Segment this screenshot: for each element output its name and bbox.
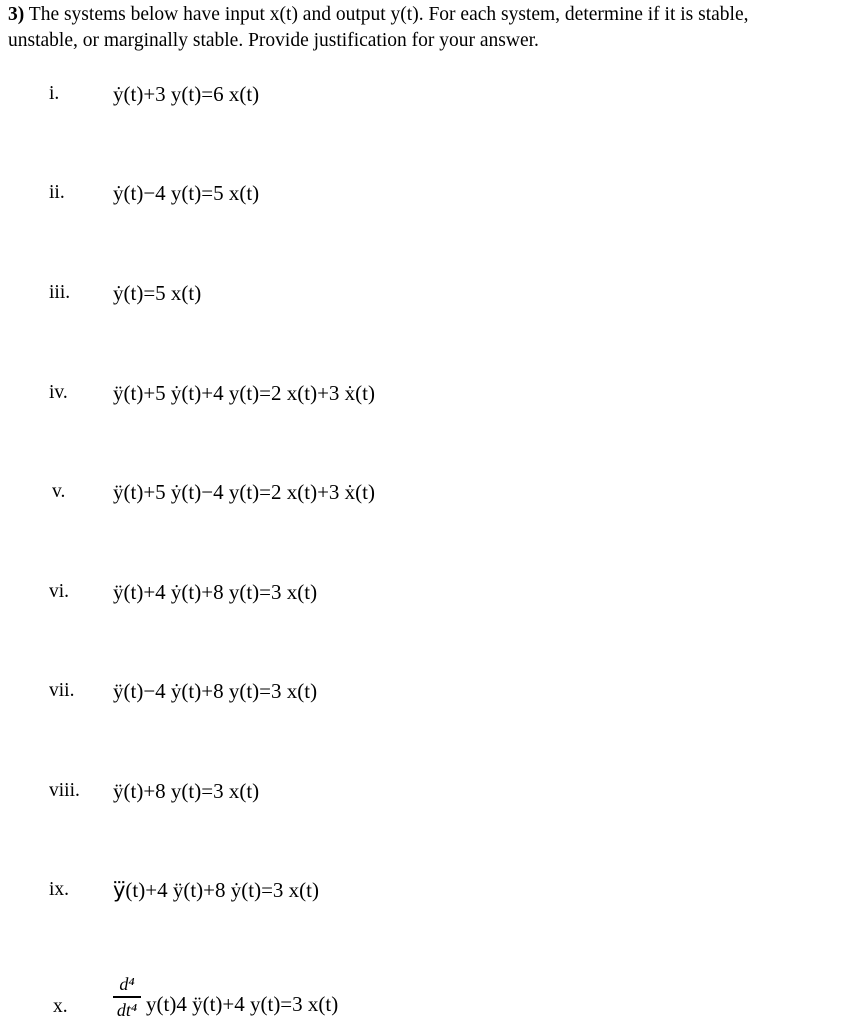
system-equation: ẏ(t)+3 y(t)=6 x(t) <box>113 82 260 106</box>
problem-text-line1: The systems below have input x(t) and output y(t). For each system, determine if it is stable, <box>28 4 749 25</box>
system-equation: y⃛(t)+4 ÿ(t)+8 ẏ(t)=3 x(t) <box>113 878 319 902</box>
system-equation: ÿ(t)+5 ẏ(t)−4 y(t)=2 x(t)+3 ẋ(t) <box>113 480 375 504</box>
fraction-bar <box>113 996 141 998</box>
system-label: ii. <box>49 182 65 203</box>
problem-text-line2: unstable, or marginally stable. Provide justification for your answer. <box>8 30 539 51</box>
system-equation: y(t)4 ÿ(t)+4 y(t)=3 x(t) <box>146 992 339 1016</box>
problem-number: 3) <box>8 4 25 25</box>
system-label: iv. <box>49 382 68 403</box>
system-equation: ẏ(t)=5 x(t) <box>113 281 202 305</box>
system-label: vii. <box>49 680 75 701</box>
system-item-ix <box>0 870 842 910</box>
system-item-v <box>0 472 842 512</box>
problem-statement <box>8 2 838 54</box>
system-label: x. <box>53 996 68 1017</box>
system-item-x <box>0 974 842 1030</box>
system-item-i <box>0 74 842 114</box>
system-item-viii <box>0 771 842 811</box>
system-equation: ÿ(t)+8 y(t)=3 x(t) <box>113 779 260 803</box>
system-equation: ÿ(t)+4 ẏ(t)+8 y(t)=3 x(t) <box>113 580 318 604</box>
system-item-ii <box>0 173 842 213</box>
system-label: i. <box>49 83 60 104</box>
system-equation: ẏ(t)−4 y(t)=5 x(t) <box>113 181 260 205</box>
system-item-iv <box>0 373 842 413</box>
system-item-iii <box>0 273 842 313</box>
system-item-vii <box>0 671 842 711</box>
system-label: iii. <box>49 282 71 303</box>
system-equation: ÿ(t)+5 ẏ(t)+4 y(t)=2 x(t)+3 ẋ(t) <box>113 381 375 405</box>
system-label: vi. <box>49 581 70 602</box>
system-item-vi <box>0 572 842 612</box>
system-label: ix. <box>49 879 70 900</box>
derivative-fraction <box>110 974 144 1020</box>
system-label: v. <box>52 481 66 502</box>
fraction-denominator: dt⁴ <box>116 999 138 1020</box>
fraction-numerator: d⁴ <box>119 974 135 994</box>
system-equation: ÿ(t)−4 ẏ(t)+8 y(t)=3 x(t) <box>113 679 318 703</box>
system-label: viii. <box>49 780 80 801</box>
